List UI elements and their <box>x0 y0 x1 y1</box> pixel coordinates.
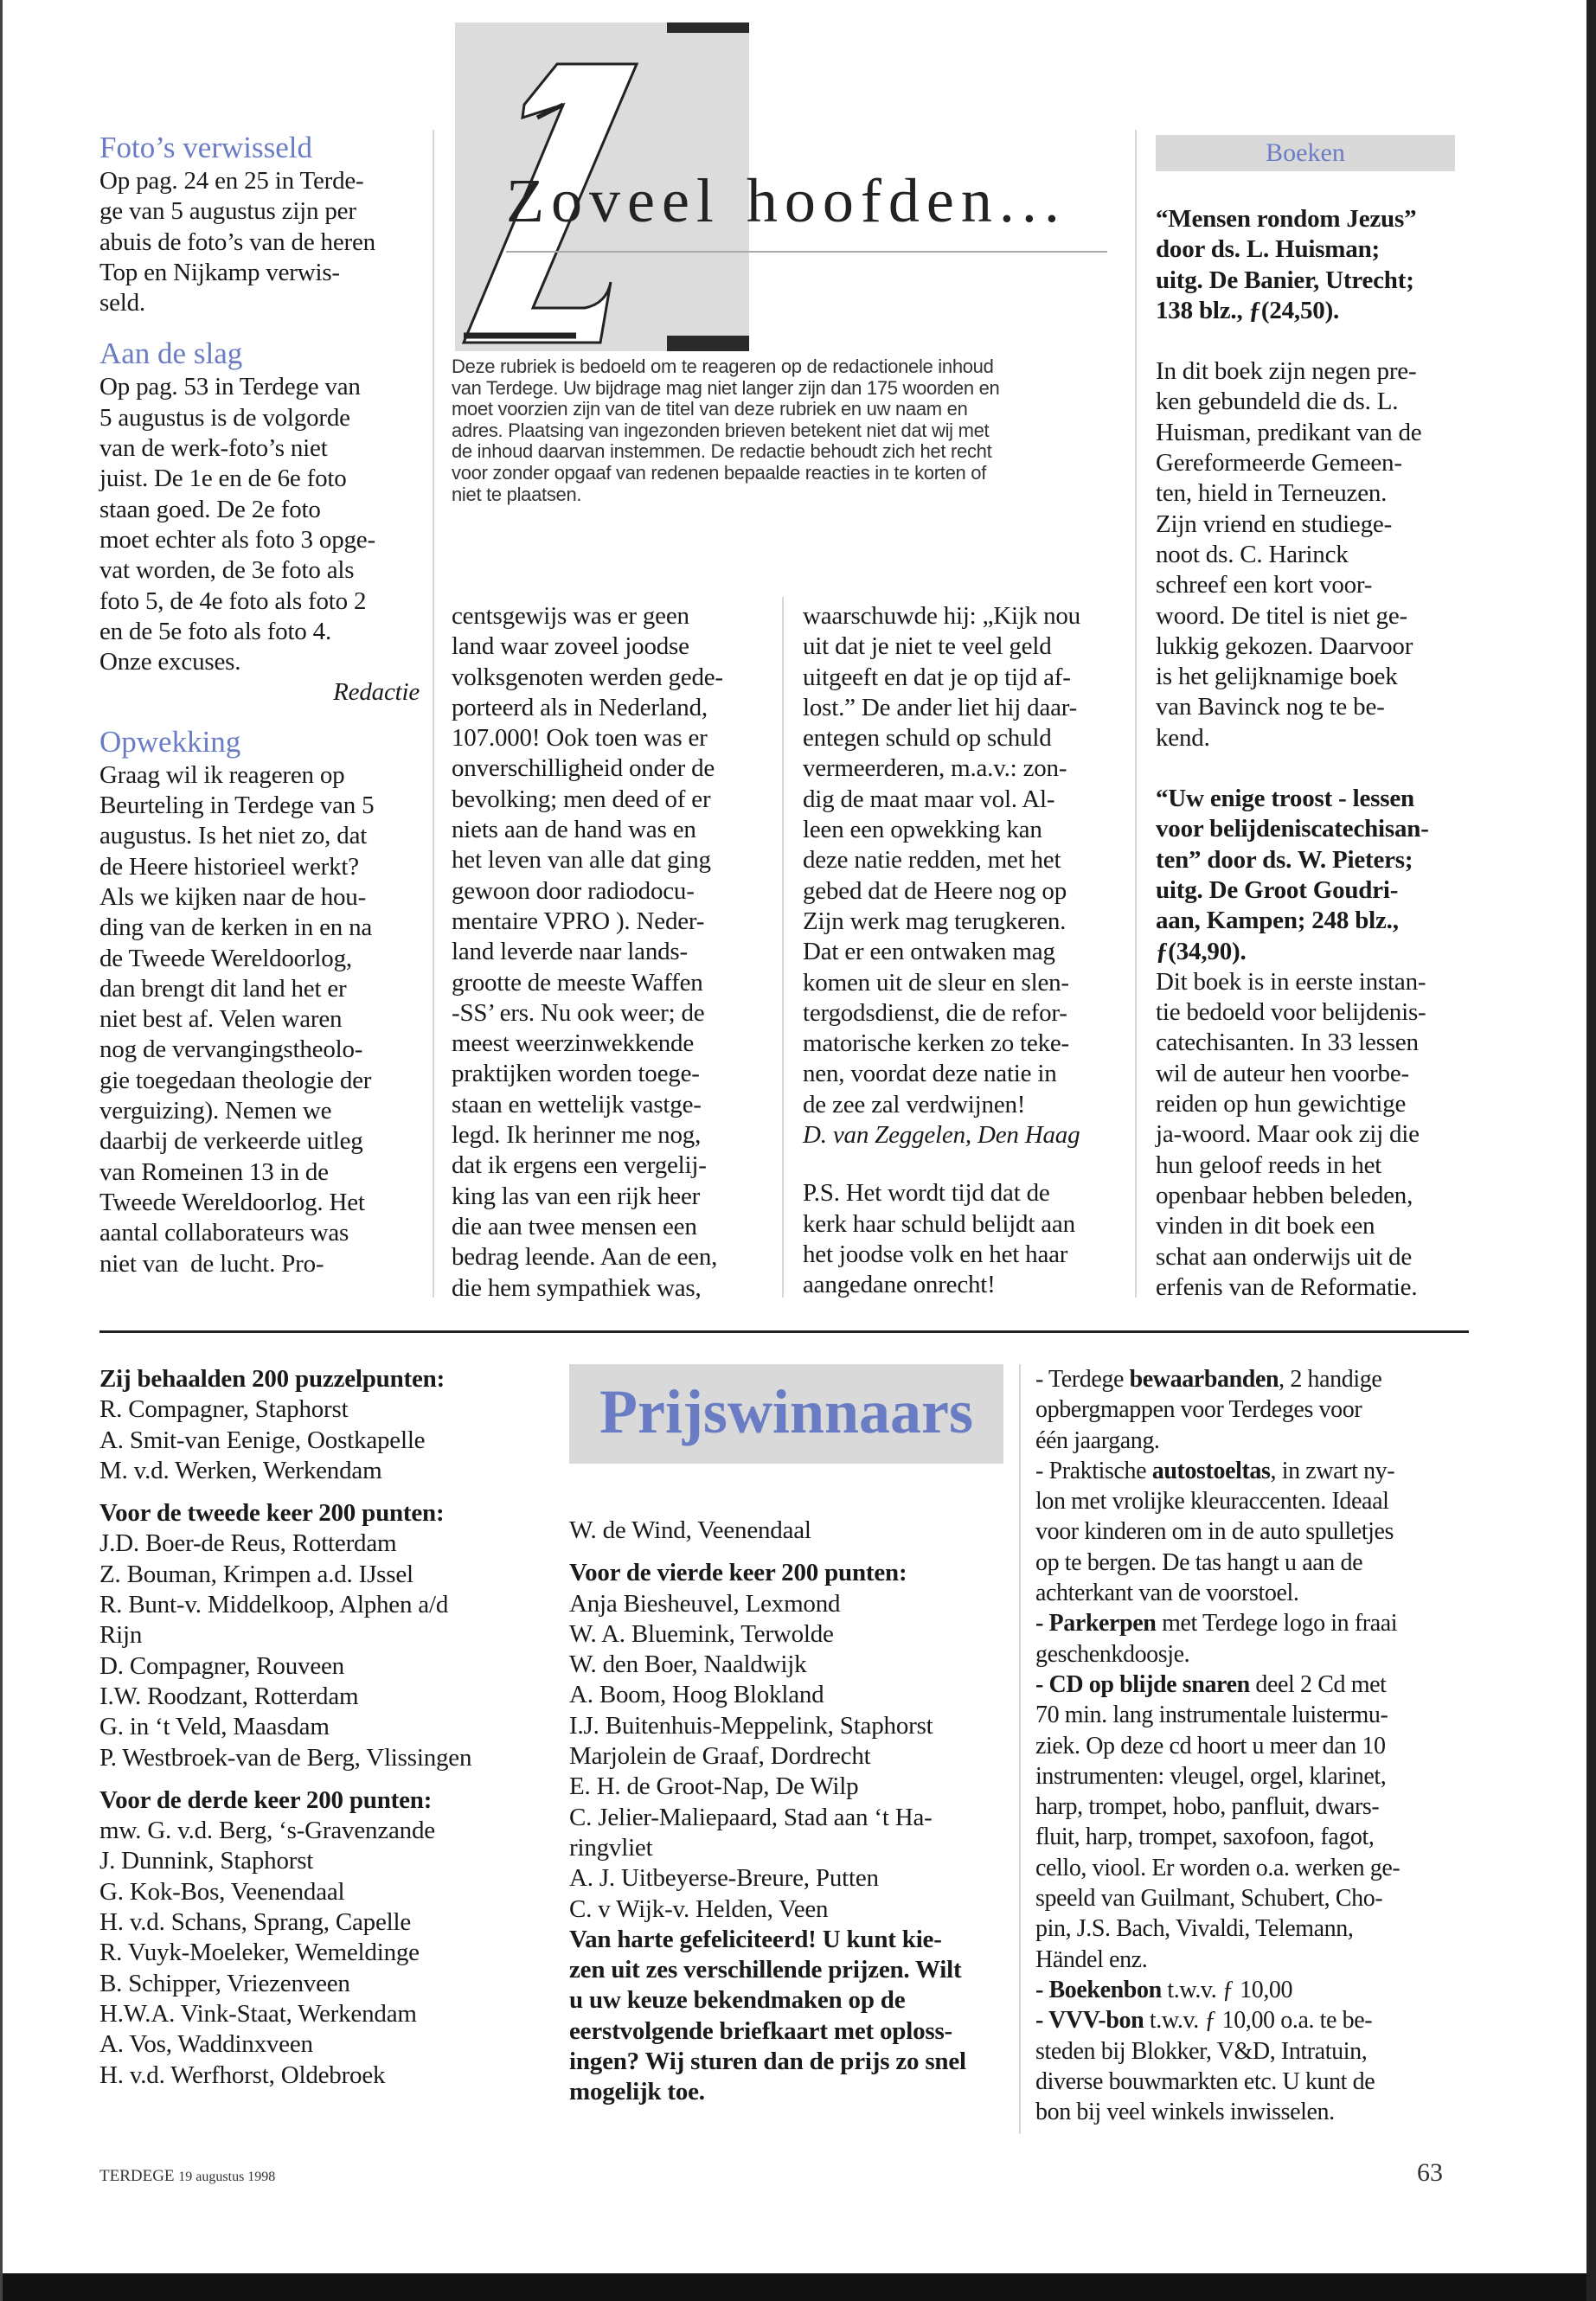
column-divider <box>1019 1364 1021 2134</box>
column-divider <box>782 597 784 1298</box>
group-heading: Voor de vierde keer 200 punten: <box>569 1559 907 1587</box>
group-heading: Zij behaalden 200 puzzelpunten: <box>99 1365 445 1393</box>
winner-name: W. de Wind, Veenendaal <box>569 1516 811 1544</box>
publication-name: TERDEGE <box>99 2167 175 2185</box>
signature: Redactie <box>333 678 420 707</box>
prize-text: t.w.v. ƒ 10,00 o.a. te be- steden bij Blokker, V&D, Intratuin, diverse bouwmarkten etc. U kunt de bon bij veel winkels inwisselen. <box>1035 2007 1375 2126</box>
headline-word-2: hoofden... <box>746 166 1067 235</box>
winners-title: Prijswinnaars <box>599 1377 973 1446</box>
section-body: Op pag. 24 en 25 in Terde- ge van 5 augustus zijn per abuis de foto’s van de heren Top en Nijkamp verwis- seld. <box>99 167 375 317</box>
prize-name: - CD op blijde snaren <box>1035 1670 1250 1698</box>
scan-border-bottom <box>0 2273 1596 2301</box>
prize-text: t.w.v. ƒ 10,00 <box>1167 1976 1293 2003</box>
winners-column-a <box>99 1364 532 2091</box>
group-heading: Voor de derde keer 200 punten: <box>99 1785 433 1814</box>
scan-border-left <box>0 0 3 2301</box>
left-column <box>99 130 420 1279</box>
prize-text: - Terdege <box>1035 1366 1130 1393</box>
prize-name: - Boekenbon <box>1035 1976 1162 2003</box>
section-heading: Aan de slag <box>99 336 243 371</box>
letter-body: waarschuwde hij: „Kijk nou uit dat je niet te veel geld uitgeeft en dat je op tijd af- lost.” De ander liet hij daar- entegen schuld op schuld vermeerderen, m.a.v.: zon- dig de maat maar vol. Al- leen een opwekking kan deze natie redden, met het gebed dat de Heere nog op Zijn werk mag terugkeren. Dat er een ontwaken mag komen uit de sleur en slen- tergodsdienst, die de refor- matorische kerken zo teke- nen, voordat deze natie in de zee zal verdwijnen! <box>803 602 1080 1118</box>
closing-message: Van harte gefeliciteerd! U kunt kie- zen uit zes verschillende prijzen. Wilt u uw keuze bekendmaken op de eerstvolgende briefkaart met oploss- ingen? Wij sturen dan de prijs zo snel mogelijk toe. <box>569 1925 966 2106</box>
prize-name: - Parkerpen <box>1035 1610 1157 1638</box>
footer-publication <box>99 2167 275 2186</box>
winner-names: mw. G. v.d. Berg, ‘s-Gravenzande J. Dunnink, Staphorst G. Kok-Bos, Veenendaal H. v.d. Schans, Sprang, Capelle R. Vuyk-Moeleker, Wemeldinge B. Schipper, Vriezenveen H.W.A. Vink-Staat, Werkendam A. Vos, Waddinxveen H. v.d. Werfhorst, Oldebroek <box>99 1817 435 2089</box>
scan-border-right <box>1586 0 1596 2301</box>
letter-postscript: P.S. Het wordt tijd dat de kerk haar schuld belijdt aan het joodse volk en het haar aangedane onrecht! <box>803 1179 1075 1299</box>
section-body: Graag wil ik reageren op Beurteling in Terdege van 5 augustus. Is het niet zo, dat de Heere historieel werkt? Als we kijken naar de hou- ding van de kerken in en na de Tweede Wereldoorlog, dan brengt dit land het er niet best af. Velen waren nog de vervangingstheolo- gie toegedaan theologie der verguizing). Nemen we daarbij de verkeerde uitleg van Romeinen 13 in de Tweede Wereldoorlog. Het aantal collaborateurs was niet van de lucht. Pro- <box>99 760 375 1278</box>
section-heading: Foto’s verwisseld <box>99 131 312 164</box>
letter-column-2: centsgewijs was er geen land waar zoveel joodse volksgenoten werden gede- porteerd als in Nederland, 107.000! Ook toen was er onverschilligheid onder de bevolking; men deed of er niets aan de hand was en het leven van alle dat ging gewoon door radiodocu- mentaire VPRO ). Neder- land leverde naar lands- grootte de meeste Waffen -SS’ ers. Nu ook weer; de meest weerzinwekkende praktijken worden toege- staan en wettelijk vastge- legd. Ik herinner me nog, dat ik ergens een vergelij- king las van een rijk heer die aan twee mensen een bedrag leende. Aan de een, die hem sympathiek was, <box>452 602 723 1302</box>
section-body: Op pag. 53 in Terdege van 5 augustus is de volgorde van de werk-foto’s niet juist. De 1e en de 6e foto staan goed. De 2e foto moet echter als foto 3 opge- vat worden, de 3e foto als foto 5, de 4e foto als foto 2 en de 5e foto als foto 4. Onze excuses. <box>99 373 375 676</box>
prize-name: bewaarbanden <box>1129 1366 1279 1393</box>
headline-rule <box>506 251 1107 253</box>
group-heading: Voor de tweede keer 200 punten: <box>99 1499 445 1528</box>
books-header <box>1156 135 1455 171</box>
winner-names: J.D. Boer-de Reus, Rotterdam Z. Bouman, Krimpen a.d. IJssel R. Bunt-v. Middelkoop, Alphen a/d Rijn D. Compagner, Rouveen I.W. Roodzant, Rotterdam G. in ‘t Veld, Maasdam P. Westbroek-van de Berg, Vlissingen <box>99 1529 472 1772</box>
books-column <box>1156 204 1467 1303</box>
prize-text: , in zwart ny- lon met vrolijke kleuraccenten. Ideaal voor kinderen om in de auto spulletjes op te bergen. De tas hangt u aan de achterkant van de voorstoel. <box>1035 1457 1395 1607</box>
prize-list <box>1035 1364 1477 2127</box>
rubric-intro: Deze rubriek is bedoeld om te reageren op de redactionele inhoud van Terdege. Uw bijdrage mag niet langer zijn dan 175 woorden en moet voorzien zijn van de titel van deze rubriek en uw naam en adres. Plaatsing van ingezonden brieven betekent niet dat wij met de inhoud daarvan instemmen. De redactie behoudt zich het recht voor zonder opgaaf van redenen bepaalde reacties in te korten of niet te plaatsen. <box>452 356 1000 505</box>
book-title: “Mensen rondom Jezus” door ds. L. Huisman; uitg. De Banier, Utrecht; 138 blz., ƒ(24,50). <box>1156 205 1417 324</box>
prize-text: deel 2 Cd met 70 min. lang instrumentale luistermu- ziek. Op deze cd hoort u meer dan 10 instrumenten: vleugel, orgel, klarinet, harp, trompet, hobo, panfluit, dwars- fluit, harp, trompet, saxofoon, fagot, cello, viool. Er worden o.a. werken ge- speeld van Guilmant, Schubert, Cho- pin, J.S. Bach, Vivaldi, Telemann, Händel enz. <box>1035 1670 1401 1973</box>
page-number: 63 <box>1417 2158 1443 2187</box>
issue-date: 19 augustus 1998 <box>178 2170 276 2184</box>
headline-word-1: oveel <box>550 166 721 235</box>
books-header-label: Boeken <box>1266 138 1345 167</box>
book-title: “Uw enige troost - lessen voor belijdeniscatechisan- ten” door ds. W. Pieters; uitg. De Groot Goudri- aan, Kampen; 248 blz., ƒ(34,90). <box>1156 785 1429 965</box>
winners-title-box <box>569 1364 1003 1464</box>
letter-column-3 <box>803 601 1118 1301</box>
prize-text: , 2 handige opbergmappen voor Terdeges voor één jaargang. - Praktische <box>1035 1366 1382 1484</box>
headline <box>506 166 1067 235</box>
winner-names: Anja Biesheuvel, Lexmond W. A. Bluemink, Terwolde W. den Boer, Naaldwijk A. Boom, Hoog Blokland I.J. Buitenhuis-Meppelink, Staphorst Marjolein de Graaf, Dordrecht E. H. de Groot-Nap, De Wilp C. Jelier-Maliepaard, Stad aan ‘t Ha- ringvliet A. J. Uitbeyerse-Breure, Putten C. v Wijk-v. Helden, Veen <box>569 1589 933 1923</box>
book-review: Dit boek is in eerste instan- tie bedoeld voor belijdenis- catechisanten. In 33 lessen wil de auteur hen voorbe- reiden op hun gewichtige ja-woord. Maar ook zij die hun geloof reeds in het openbaar hebben beleden, vinden in dit boek een schat aan onderwijs uit de erfenis van de Reformatie. <box>1156 967 1426 1301</box>
prize-name: autostoeltas <box>1151 1457 1271 1484</box>
section-heading: Opwekking <box>99 724 241 759</box>
prize-name: - VVV-bon <box>1035 2007 1144 2035</box>
letter-signature: D. van Zeggelen, Den Haag <box>803 1121 1080 1150</box>
book-review: In dit boek zijn negen pre- ken gebundeld die ds. L. Huisman, predikant van de Gereformeerde Gemeen- ten, hield in Terneuzen. Zijn vriend en studiege- noot ds. C. Harinck schreef een kort voor- woord. De titel is niet ge- lukkig gekozen. Daarvoor is het gelijknamige boek van Bavinck nog te be- kend. <box>1156 357 1422 752</box>
section-divider <box>99 1330 1469 1333</box>
prize-text: met Terdege logo in fraai geschenkdoosje. <box>1035 1610 1398 1668</box>
headline-initial: Z <box>506 166 551 235</box>
column-divider <box>1135 130 1137 1298</box>
winners-column-b <box>569 1516 1010 2108</box>
winner-names: R. Compagner, Staphorst A. Smit-van Eenige, Oostkapelle M. v.d. Werken, Werkendam <box>99 1395 426 1484</box>
column-divider <box>433 130 434 1298</box>
